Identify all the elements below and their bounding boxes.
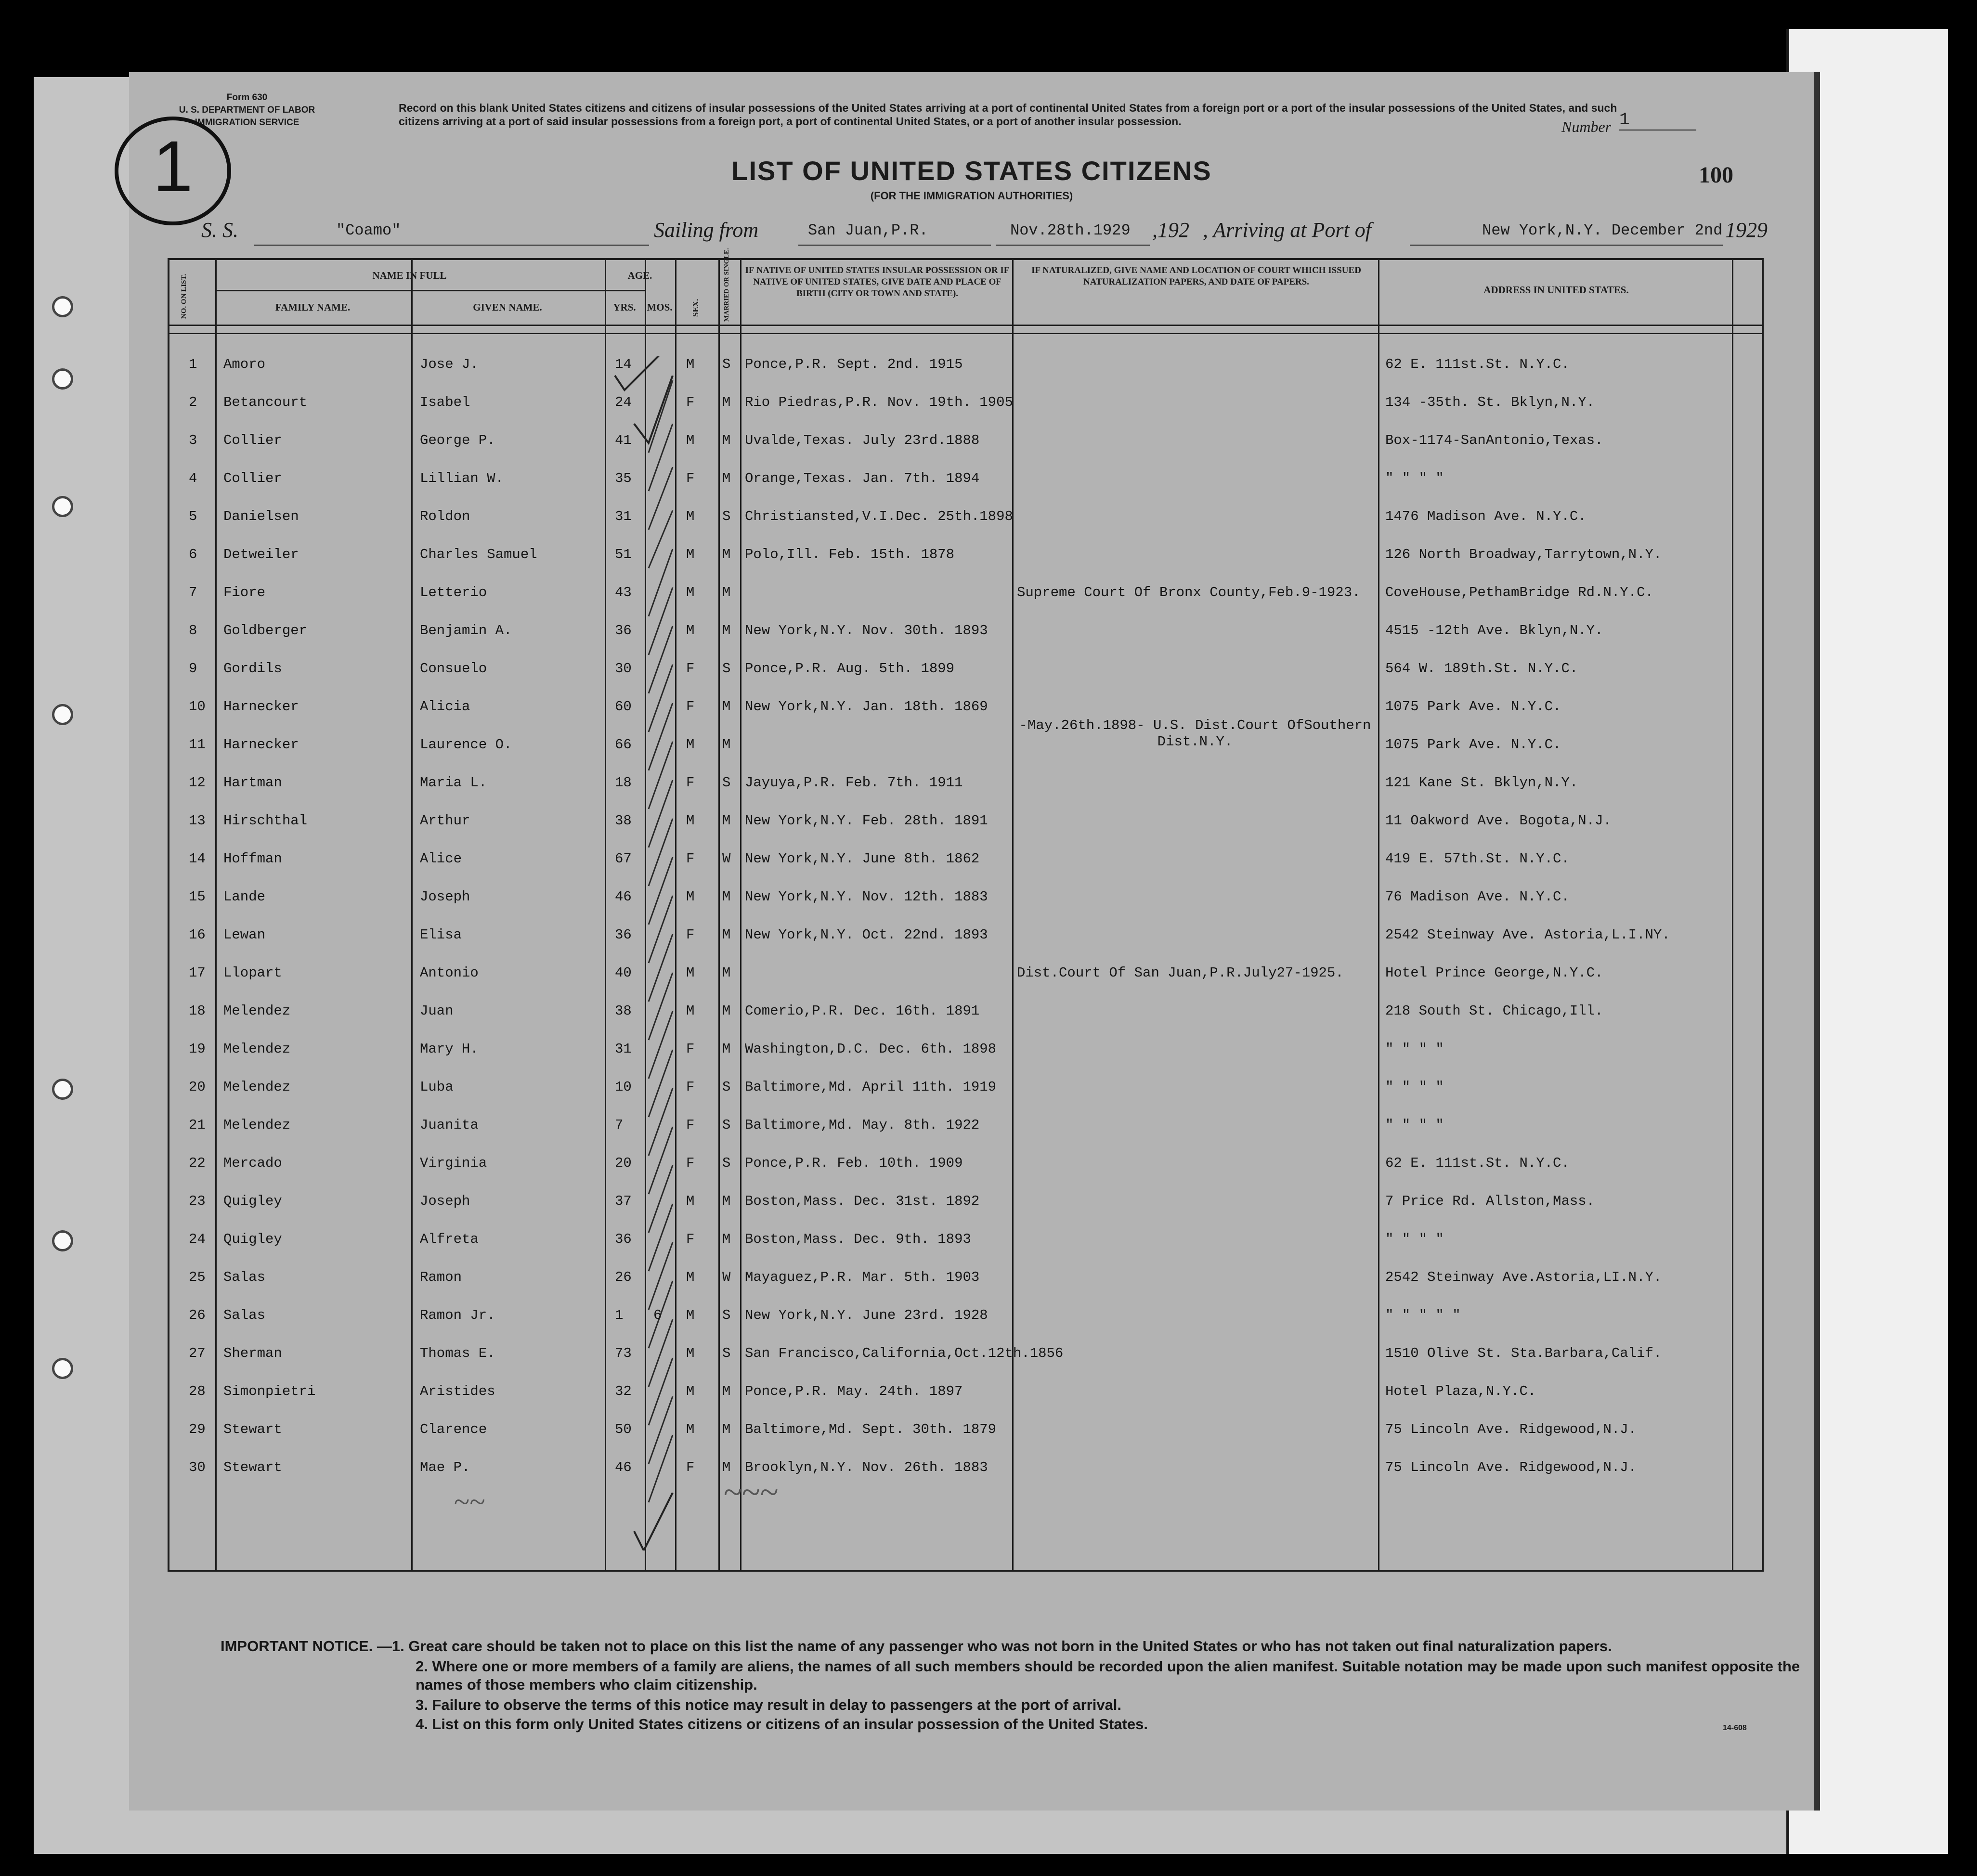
cell-sex: M: [686, 1003, 695, 1019]
cell-ms: M: [722, 547, 731, 562]
header-yrs: YRS.: [613, 301, 636, 313]
cell-address: " " " ": [1385, 1117, 1444, 1133]
cell-sex: M: [686, 432, 695, 448]
cell-family: Salas: [223, 1307, 266, 1323]
cell-yrs: 40: [615, 965, 632, 981]
cell-birth: Ponce,P.R. Aug. 5th. 1899: [745, 661, 955, 677]
cell-ms: M: [722, 965, 731, 981]
cell-family: Gordils: [223, 661, 282, 677]
cell-sex: M: [686, 813, 695, 829]
cell-yrs: 38: [615, 813, 632, 829]
cell-given: Consuelo: [420, 661, 487, 677]
cell-ms: M: [722, 699, 731, 715]
cell-no: 9: [189, 661, 197, 677]
cell-family: Stewart: [223, 1421, 282, 1437]
cell-family: Stewart: [223, 1459, 282, 1475]
handwritten-note: ~~: [454, 1486, 485, 1518]
cell-no: 7: [189, 585, 197, 600]
cell-address: " " " " ": [1385, 1307, 1461, 1323]
cell-no: 4: [189, 470, 197, 486]
cell-sex: M: [686, 889, 695, 905]
cell-birth: Christiansted,V.I.Dec. 25th.1898: [745, 508, 1013, 524]
cell-address: 2542 Steinway Ave. Astoria,L.I.NY.: [1385, 927, 1670, 943]
cell-address: " " " ": [1385, 1231, 1444, 1247]
punch-hole: [52, 368, 73, 390]
cell-no: 27: [189, 1345, 206, 1361]
cell-address: 62 E. 111st.St. N.Y.C.: [1385, 1155, 1570, 1171]
cell-sex: F: [686, 1041, 695, 1057]
cell-family: Danielsen: [223, 508, 299, 524]
cell-address: 2542 Steinway Ave.Astoria,LI.N.Y.: [1385, 1269, 1662, 1285]
cell-yrs: 35: [615, 470, 632, 486]
cell-yrs: 41: [615, 432, 632, 448]
cell-yrs: 20: [615, 1155, 632, 1171]
cell-ms: M: [722, 927, 731, 943]
cell-ms: M: [722, 470, 731, 486]
cell-ms: M: [722, 1193, 731, 1209]
cell-ms: W: [722, 851, 731, 867]
cell-ms: S: [722, 508, 731, 524]
header-name-in-full: NAME IN FULL: [372, 270, 447, 281]
cell-family: Hoffman: [223, 851, 282, 867]
cell-given: Joseph: [420, 1193, 470, 1209]
punch-hole: [52, 496, 73, 517]
cell-sex: F: [686, 1231, 695, 1247]
cell-sex: M: [686, 1383, 695, 1399]
cell-birth: New York,N.Y. June 23rd. 1928: [745, 1307, 988, 1323]
cell-ms: S: [722, 1079, 731, 1095]
cell-given: Elisa: [420, 927, 462, 943]
cell-given: Arthur: [420, 813, 470, 829]
cell-ms: S: [722, 661, 731, 677]
cell-no: 14: [189, 851, 206, 867]
cell-no: 20: [189, 1079, 206, 1095]
cell-birth: Brooklyn,N.Y. Nov. 26th. 1883: [745, 1459, 988, 1475]
punch-hole: [52, 704, 73, 725]
cell-sex: F: [686, 1459, 695, 1475]
cell-family: Simonpietri: [223, 1383, 316, 1399]
cell-no: 29: [189, 1421, 206, 1437]
record-notice: Record on this blank United States citizens and citizens of insular possessions of the United States arriving at a port of continental United States from a foreign port or a port of the insular possessions of the United States, and such citizens arriving at a port of said insular possessions from a foreign port, a port of continental United States, or a port of another insular possession.: [399, 102, 1617, 128]
cell-family: Collier: [223, 470, 282, 486]
cell-court: Supreme Court Of Bronx County,Feb.9-1923.: [1017, 585, 1361, 600]
cell-given: Charles Samuel: [420, 547, 537, 562]
cell-ms: M: [722, 813, 731, 829]
cell-address: 1510 Olive St. Sta.Barbara,Calif.: [1385, 1345, 1662, 1361]
cell-family: Mercado: [223, 1155, 282, 1171]
cell-sex: F: [686, 661, 695, 677]
cell-address: " " " ": [1385, 470, 1444, 486]
cell-address: 4515 -12th Ave. Bklyn,N.Y.: [1385, 623, 1603, 638]
cell-no: 6: [189, 547, 197, 562]
cell-ms: M: [722, 1383, 731, 1399]
cell-birth: Baltimore,Md. May. 8th. 1922: [745, 1117, 980, 1133]
cell-address: 218 South St. Chicago,Ill.: [1385, 1003, 1603, 1019]
cell-address: Box-1174-SanAntonio,Texas.: [1385, 432, 1603, 448]
cell-given: Ramon Jr.: [420, 1307, 495, 1323]
cell-address: " " " ": [1385, 1079, 1444, 1095]
cell-sex: F: [686, 1079, 695, 1095]
form-code: 14-608: [1723, 1724, 1747, 1732]
header-age: AGE.: [627, 270, 652, 281]
cell-given: Roldon: [420, 508, 470, 524]
header-naturalized: IF NATURALIZED, GIVE NAME AND LOCATION OF COURT WHICH ISSUED NATURALIZATION PAPERS, AND DATE OF PAPERS.: [1031, 265, 1361, 287]
cell-no: 15: [189, 889, 206, 905]
cell-birth: Rio Piedras,P.R. Nov. 19th. 1905: [745, 394, 1013, 410]
cell-court: -May.26th.1898- U.S. Dist.Court OfSouthern Dist.N.Y.: [1019, 717, 1371, 750]
cell-sex: F: [686, 1155, 695, 1171]
cell-no: 24: [189, 1231, 206, 1247]
header-native: IF NATIVE OF UNITED STATES INSULAR POSSESSION OR IF NATIVE OF UNITED STATES, GIVE DATE AND PLACE OF BIRTH (CITY OR TOWN AND STATE).: [745, 265, 1010, 299]
cell-sex: M: [686, 623, 695, 638]
cell-no: 3: [189, 432, 197, 448]
cell-yrs: 51: [615, 547, 632, 562]
cell-given: Mary H.: [420, 1041, 479, 1057]
cell-ms: W: [722, 1269, 731, 1285]
cell-no: 5: [189, 508, 197, 524]
number-label: Number: [1561, 118, 1612, 135]
cell-no: 25: [189, 1269, 206, 1285]
inspector-signature: ~~~: [723, 1474, 778, 1511]
cell-given: Joseph: [420, 889, 470, 905]
service-name: IMMIGRATION SERVICE: [195, 117, 299, 128]
cell-mos: 6: [653, 1307, 662, 1323]
form-number: Form 630: [226, 92, 268, 103]
cell-yrs: 73: [615, 1345, 632, 1361]
cell-sex: M: [686, 1193, 695, 1209]
cell-birth: New York,N.Y. Feb. 28th. 1891: [745, 813, 988, 829]
passenger-table: [168, 248, 1764, 1572]
cell-ms: S: [722, 1117, 731, 1133]
cell-given: Clarence: [420, 1421, 487, 1437]
notice-item-1: —1. Great care should be taken not to place on this list the name of any passenger who was not born in the United States or who has not taken out final naturalization papers.: [377, 1638, 1612, 1655]
cell-birth: Washington,D.C. Dec. 6th. 1898: [745, 1041, 997, 1057]
voyage-line: [201, 213, 1771, 251]
cell-address: 126 North Broadway,Tarrytown,N.Y.: [1385, 547, 1662, 562]
notice-item-3: 3. Failure to observe the terms of this notice may result in delay to passengers at the port of arrival.: [416, 1696, 1122, 1713]
cell-yrs: 36: [615, 623, 632, 638]
cell-birth: Orange,Texas. Jan. 7th. 1894: [745, 470, 980, 486]
punch-hole: [52, 1358, 73, 1379]
number-value: 1: [1619, 110, 1696, 130]
manifest-page: [129, 72, 1820, 1811]
cell-birth: Ponce,P.R. May. 24th. 1897: [745, 1383, 963, 1399]
cell-yrs: 66: [615, 737, 632, 753]
cell-family: Betancourt: [223, 394, 308, 410]
punch-hole: [52, 296, 73, 317]
cell-given: Thomas E.: [420, 1345, 495, 1361]
cell-address: 1075 Park Ave. N.Y.C.: [1385, 737, 1561, 753]
cell-address: 11 Oakword Ave. Bogota,N.J.: [1385, 813, 1612, 829]
cell-birth: Ponce,P.R. Feb. 10th. 1909: [745, 1155, 963, 1171]
cell-family: Amoro: [223, 356, 266, 372]
cell-family: Lewan: [223, 927, 266, 943]
cell-given: Isabel: [420, 394, 470, 410]
cell-ms: S: [722, 1307, 731, 1323]
cell-ms: M: [722, 1041, 731, 1057]
circled-number: 1: [115, 117, 231, 225]
cell-sex: M: [686, 737, 695, 753]
page-title: LIST OF UNITED STATES CITIZENS: [731, 156, 1212, 186]
cell-no: 21: [189, 1117, 206, 1133]
cell-sex: F: [686, 470, 695, 486]
cell-ms: M: [722, 737, 731, 753]
header-sex: SEX.: [691, 299, 700, 317]
cell-family: Melendez: [223, 1079, 291, 1095]
cell-address: 134 -35th. St. Bklyn,N.Y.: [1385, 394, 1595, 410]
cell-yrs: 14: [615, 356, 632, 372]
cell-given: Mae P.: [420, 1459, 470, 1475]
cell-no: 2: [189, 394, 197, 410]
cell-given: Lillian W.: [420, 470, 504, 486]
cell-birth: Baltimore,Md. Sept. 30th. 1879: [745, 1421, 997, 1437]
cell-yrs: 26: [615, 1269, 632, 1285]
cell-sex: F: [686, 394, 695, 410]
cell-sex: M: [686, 1269, 695, 1285]
cell-birth: New York,N.Y. June 8th. 1862: [745, 851, 980, 867]
cell-address: 75 Lincoln Ave. Ridgewood,N.J.: [1385, 1459, 1637, 1475]
cell-ms: S: [722, 356, 731, 372]
cell-given: Aristides: [420, 1383, 495, 1399]
cell-ms: S: [722, 775, 731, 791]
cell-family: Hartman: [223, 775, 282, 791]
cell-yrs: 43: [615, 585, 632, 600]
cell-given: Jose J.: [420, 356, 479, 372]
cell-birth: Boston,Mass. Dec. 9th. 1893: [745, 1231, 971, 1247]
cell-family: Llopart: [223, 965, 282, 981]
cell-ms: S: [722, 1345, 731, 1361]
cell-address: 1075 Park Ave. N.Y.C.: [1385, 699, 1561, 715]
cell-given: Ramon: [420, 1269, 462, 1285]
cell-yrs: 36: [615, 927, 632, 943]
cell-sex: M: [686, 585, 695, 600]
cell-given: Juanita: [420, 1117, 479, 1133]
cell-sex: M: [686, 508, 695, 524]
arrival-year: 1929: [1725, 218, 1768, 242]
cell-address: 1476 Madison Ave. N.Y.C.: [1385, 508, 1587, 524]
cell-given: Alicia: [420, 699, 470, 715]
cell-sex: M: [686, 547, 695, 562]
cell-birth: New York,N.Y. Nov. 30th. 1893: [745, 623, 988, 638]
cell-given: Juan: [420, 1003, 454, 1019]
cell-birth: Mayaguez,P.R. Mar. 5th. 1903: [745, 1269, 980, 1285]
cell-yrs: 24: [615, 394, 632, 410]
cell-birth: Ponce,P.R. Sept. 2nd. 1915: [745, 356, 963, 372]
department-name: U. S. DEPARTMENT OF LABOR: [179, 105, 315, 115]
cell-ms: M: [722, 394, 731, 410]
cell-birth: Comerio,P.R. Dec. 16th. 1891: [745, 1003, 980, 1019]
cell-no: 28: [189, 1383, 206, 1399]
cell-family: Melendez: [223, 1041, 291, 1057]
cell-family: Collier: [223, 432, 282, 448]
important-notice: [221, 1637, 1761, 1655]
ship-name: "Coamo": [336, 221, 401, 239]
cell-family: Detweiler: [223, 547, 299, 562]
cell-given: Luba: [420, 1079, 454, 1095]
header-no: NO. ON LIST.: [180, 274, 188, 319]
cell-no: 16: [189, 927, 206, 943]
cell-sex: M: [686, 1307, 695, 1323]
cell-birth: New York,N.Y. Oct. 22nd. 1893: [745, 927, 988, 943]
header-mos: MOS.: [647, 301, 673, 313]
cell-ms: M: [722, 889, 731, 905]
cell-yrs: 10: [615, 1079, 632, 1095]
cell-sex: F: [686, 1117, 695, 1133]
cell-birth: New York,N.Y. Nov. 12th. 1883: [745, 889, 988, 905]
cell-sex: M: [686, 965, 695, 981]
cell-no: 30: [189, 1459, 206, 1475]
cell-yrs: 1: [615, 1307, 624, 1323]
notice-label: IMPORTANT NOTICE.: [221, 1638, 373, 1655]
cell-family: Quigley: [223, 1193, 282, 1209]
cell-yrs: 18: [615, 775, 632, 791]
cell-given: Alfreta: [420, 1231, 479, 1247]
cell-yrs: 46: [615, 889, 632, 905]
cell-sex: F: [686, 775, 695, 791]
cell-birth: Jayuya,P.R. Feb. 7th. 1911: [745, 775, 963, 791]
cell-family: Fiore: [223, 585, 266, 600]
cell-birth: New York,N.Y. Jan. 18th. 1869: [745, 699, 988, 715]
cell-no: 26: [189, 1307, 206, 1323]
cell-sex: F: [686, 851, 695, 867]
arriving-label: , Arriving at Port of: [1203, 218, 1371, 242]
cell-given: Alice: [420, 851, 462, 867]
cell-birth: Baltimore,Md. April 11th. 1919: [745, 1079, 997, 1095]
punch-hole: [52, 1079, 73, 1100]
cell-court: Dist.Court Of San Juan,P.R.July27-1925.: [1017, 965, 1344, 981]
cell-given: Laurence O.: [420, 737, 512, 753]
cell-ms: M: [722, 1421, 731, 1437]
cell-no: 13: [189, 813, 206, 829]
cell-ms: M: [722, 1003, 731, 1019]
sail-date: Nov.28th.1929: [1010, 221, 1131, 239]
cell-no: 8: [189, 623, 197, 638]
cell-birth: Polo,Ill. Feb. 15th. 1878: [745, 547, 955, 562]
cell-yrs: 7: [615, 1117, 624, 1133]
cell-address: Hotel Prince George,N.Y.C.: [1385, 965, 1603, 981]
cell-ms: M: [722, 1231, 731, 1247]
sailing-label: Sailing from: [654, 218, 759, 242]
cell-no: 18: [189, 1003, 206, 1019]
cell-family: Harnecker: [223, 699, 299, 715]
cell-birth: Uvalde,Texas. July 23rd.1888: [745, 432, 980, 448]
cell-yrs: 31: [615, 508, 632, 524]
cell-no: 11: [189, 737, 206, 753]
cell-sex: F: [686, 927, 695, 943]
cell-no: 10: [189, 699, 206, 715]
cell-address: 121 Kane St. Bklyn,N.Y.: [1385, 775, 1578, 791]
cell-address: 62 E. 111st.St. N.Y.C.: [1385, 356, 1570, 372]
sailing-from: San Juan,P.R.: [808, 221, 928, 239]
cell-ms: M: [722, 432, 731, 448]
cell-given: Virginia: [420, 1155, 487, 1171]
notice-item-2: 2. Where one or more members of a family are aliens, the names of all such members should be recorded upon the alien manifest. Suitable notation may be made upon such manifest opposite the names of those members who claim citizenship.: [416, 1658, 1800, 1693]
notice-item-4: 4. List on this form only United States citizens or citizens of an insular possession of the United States.: [416, 1716, 1148, 1733]
cell-sex: M: [686, 1421, 695, 1437]
cell-family: Sherman: [223, 1345, 282, 1361]
cell-ms: M: [722, 585, 731, 600]
cell-address: Hotel Plaza,N.Y.C.: [1385, 1383, 1536, 1399]
cell-given: Antonio: [420, 965, 479, 981]
cell-yrs: 32: [615, 1383, 632, 1399]
cell-family: Salas: [223, 1269, 266, 1285]
header-family-name: FAMILY NAME.: [275, 301, 351, 313]
cell-sex: M: [686, 1345, 695, 1361]
cell-family: Melendez: [223, 1003, 291, 1019]
punch-hole: [52, 1230, 73, 1251]
cell-address: CoveHouse,PethamBridge Rd.N.Y.C.: [1385, 585, 1653, 600]
cell-family: Harnecker: [223, 737, 299, 753]
check-marks: [605, 356, 677, 1550]
cell-no: 12: [189, 775, 206, 791]
cell-address: 75 Lincoln Ave. Ridgewood,N.J.: [1385, 1421, 1637, 1437]
page-subtitle: (FOR THE IMMIGRATION AUTHORITIES): [870, 190, 1073, 202]
cell-birth: Boston,Mass. Dec. 31st. 1892: [745, 1193, 980, 1209]
cell-address: 564 W. 189th.St. N.Y.C.: [1385, 661, 1578, 677]
cell-no: 17: [189, 965, 206, 981]
ss-label: S. S.: [201, 218, 238, 242]
cell-no: 22: [189, 1155, 206, 1171]
cell-yrs: 60: [615, 699, 632, 715]
cell-yrs: 38: [615, 1003, 632, 1019]
cell-yrs: 46: [615, 1459, 632, 1475]
cell-yrs: 37: [615, 1193, 632, 1209]
cell-address: 76 Madison Ave. N.Y.C.: [1385, 889, 1570, 905]
cell-given: George P.: [420, 432, 495, 448]
cell-address: 419 E. 57th.St. N.Y.C.: [1385, 851, 1570, 867]
cell-given: Maria L.: [420, 775, 487, 791]
cell-family: Melendez: [223, 1117, 291, 1133]
arrival-port: New York,N.Y. December 2nd: [1482, 221, 1723, 239]
cell-ms: M: [722, 1459, 731, 1475]
cell-birth: San Francisco,California,Oct.12th.1856: [745, 1345, 1064, 1361]
cell-no: 19: [189, 1041, 206, 1057]
cell-given: Letterio: [420, 585, 487, 600]
cell-address: 7 Price Rd. Allston,Mass.: [1385, 1193, 1595, 1209]
cell-sex: M: [686, 356, 695, 372]
cell-ms: S: [722, 1155, 731, 1171]
cell-yrs: 30: [615, 661, 632, 677]
cell-sex: F: [686, 699, 695, 715]
cell-family: Quigley: [223, 1231, 282, 1247]
cell-family: Hirschthal: [223, 813, 308, 829]
cell-address: " " " ": [1385, 1041, 1444, 1057]
year-suffix: ,192: [1152, 218, 1189, 242]
cell-yrs: 50: [615, 1421, 632, 1437]
cell-given: Benjamin A.: [420, 623, 512, 638]
header-address: ADDRESS IN UNITED STATES.: [1483, 284, 1629, 296]
page-number: 100: [1699, 162, 1733, 188]
cell-ms: M: [722, 623, 731, 638]
header-given-name: GIVEN NAME.: [473, 301, 542, 313]
header-married: MARRIED OR SINGLE.: [723, 248, 730, 322]
cell-family: Goldberger: [223, 623, 308, 638]
cell-yrs: 36: [615, 1231, 632, 1247]
cell-yrs: 31: [615, 1041, 632, 1057]
cell-yrs: 67: [615, 851, 632, 867]
cell-no: 1: [189, 356, 197, 372]
cell-no: 23: [189, 1193, 206, 1209]
cell-family: Lande: [223, 889, 266, 905]
